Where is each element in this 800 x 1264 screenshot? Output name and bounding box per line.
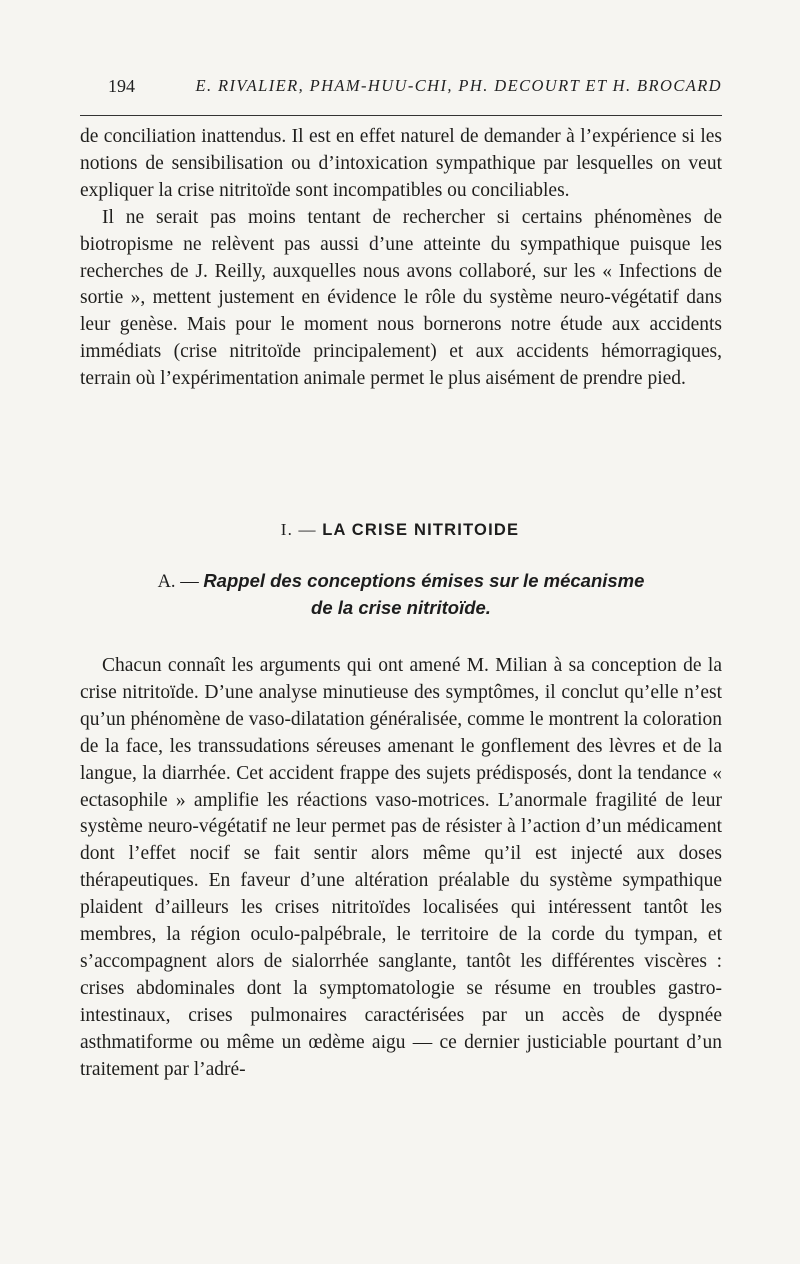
running-head <box>108 76 722 106</box>
intro-text <box>80 124 722 393</box>
section-title: LA CRISE NITRITOIDE <box>322 521 520 539</box>
subsection-heading <box>80 568 722 621</box>
body-text <box>80 653 722 1084</box>
subsection-title-line-1: Rappel des conceptions émises sur le mécanisme <box>203 570 645 591</box>
running-head-authors: E. RIVALIER, PHAM-HUU-CHI, PH. DECOURT ET H. BROCARD <box>195 76 722 95</box>
section-dash: — <box>293 520 323 539</box>
section-heading <box>0 520 800 540</box>
page-number: 194 <box>108 76 135 96</box>
subsection-dash: — <box>175 572 204 592</box>
intro-paragraph-1: de conciliation inattendus. Il est en effet naturel de demander à l’expérience si les notions de sensibilisation ou d’intoxication sympathique par lesquelles on veut expliquer la crise nitritoïde sont incompatibles ou conciliables. <box>80 126 722 201</box>
header-rule <box>80 115 722 116</box>
intro-paragraph-2: Il ne serait pas moins tentant de rechercher si certains phénomènes de biotropisme ne relèvent pas aussi d’une atteinte du sympathique puisque les recherches de J. Reilly, auxquelles nous avons collaboré, sur les « Infections de sortie », mettent justement en évidence le rôle du système neuro-végétatif dans leur genèse. Mais pour le moment nous bornerons notre étude aux accidents immédiats (crise nitritoïde principalement) et aux accidents hémorragiques, terrain où l’expérimentation animale permet le plus aisément de prendre pied. <box>80 206 722 390</box>
body-paragraph-1: Chacun connaît les arguments qui ont amené M. Milian à sa conception de la crise nitritoïde. D’une analyse minutieuse des symptômes, il conclut qu’elle n’est qu’un phénomène de vaso-dilatation généralisée, comme le montrent la coloration de la face, les transsudations séreuses amenant le gonflement des lèvres et de la langue, la diarrhée. Cet accident frappe des sujets prédisposés, dont la tendance « ectasophile » amplifie les réactions vaso-motrices. L’anormale fragilité de leur système neuro-végétatif ne leur permet pas de résister à l’action d’un médicament dont l’effet nocif se fait sentir alors même qu’il est injecté aux doses thérapeutiques. En faveur d’une altération préalable du système sympathique plaident d’ailleurs les crises nitritoïdes localisées qui intéressent tantôt les membres, la région oculo-palpébrale, le territoire de la corde du tympan, et s’accompagnent alors de sialorrhée sanglante, tantôt les différentes viscères : crises abdominales dont la symptomatologie se résume en troubles gastro-intestinaux, crises pulmonaires caractérisées par un accès de dyspnée asthmatiforme ou même un œdème aigu — ce dernier justiciable pourtant d’un traitement par l’adré- <box>80 655 722 1080</box>
section-numeral: I. <box>280 520 294 539</box>
subsection-letter: A. <box>157 572 176 592</box>
subsection-title-line-2: de la crise nitritoïde. <box>311 597 491 618</box>
